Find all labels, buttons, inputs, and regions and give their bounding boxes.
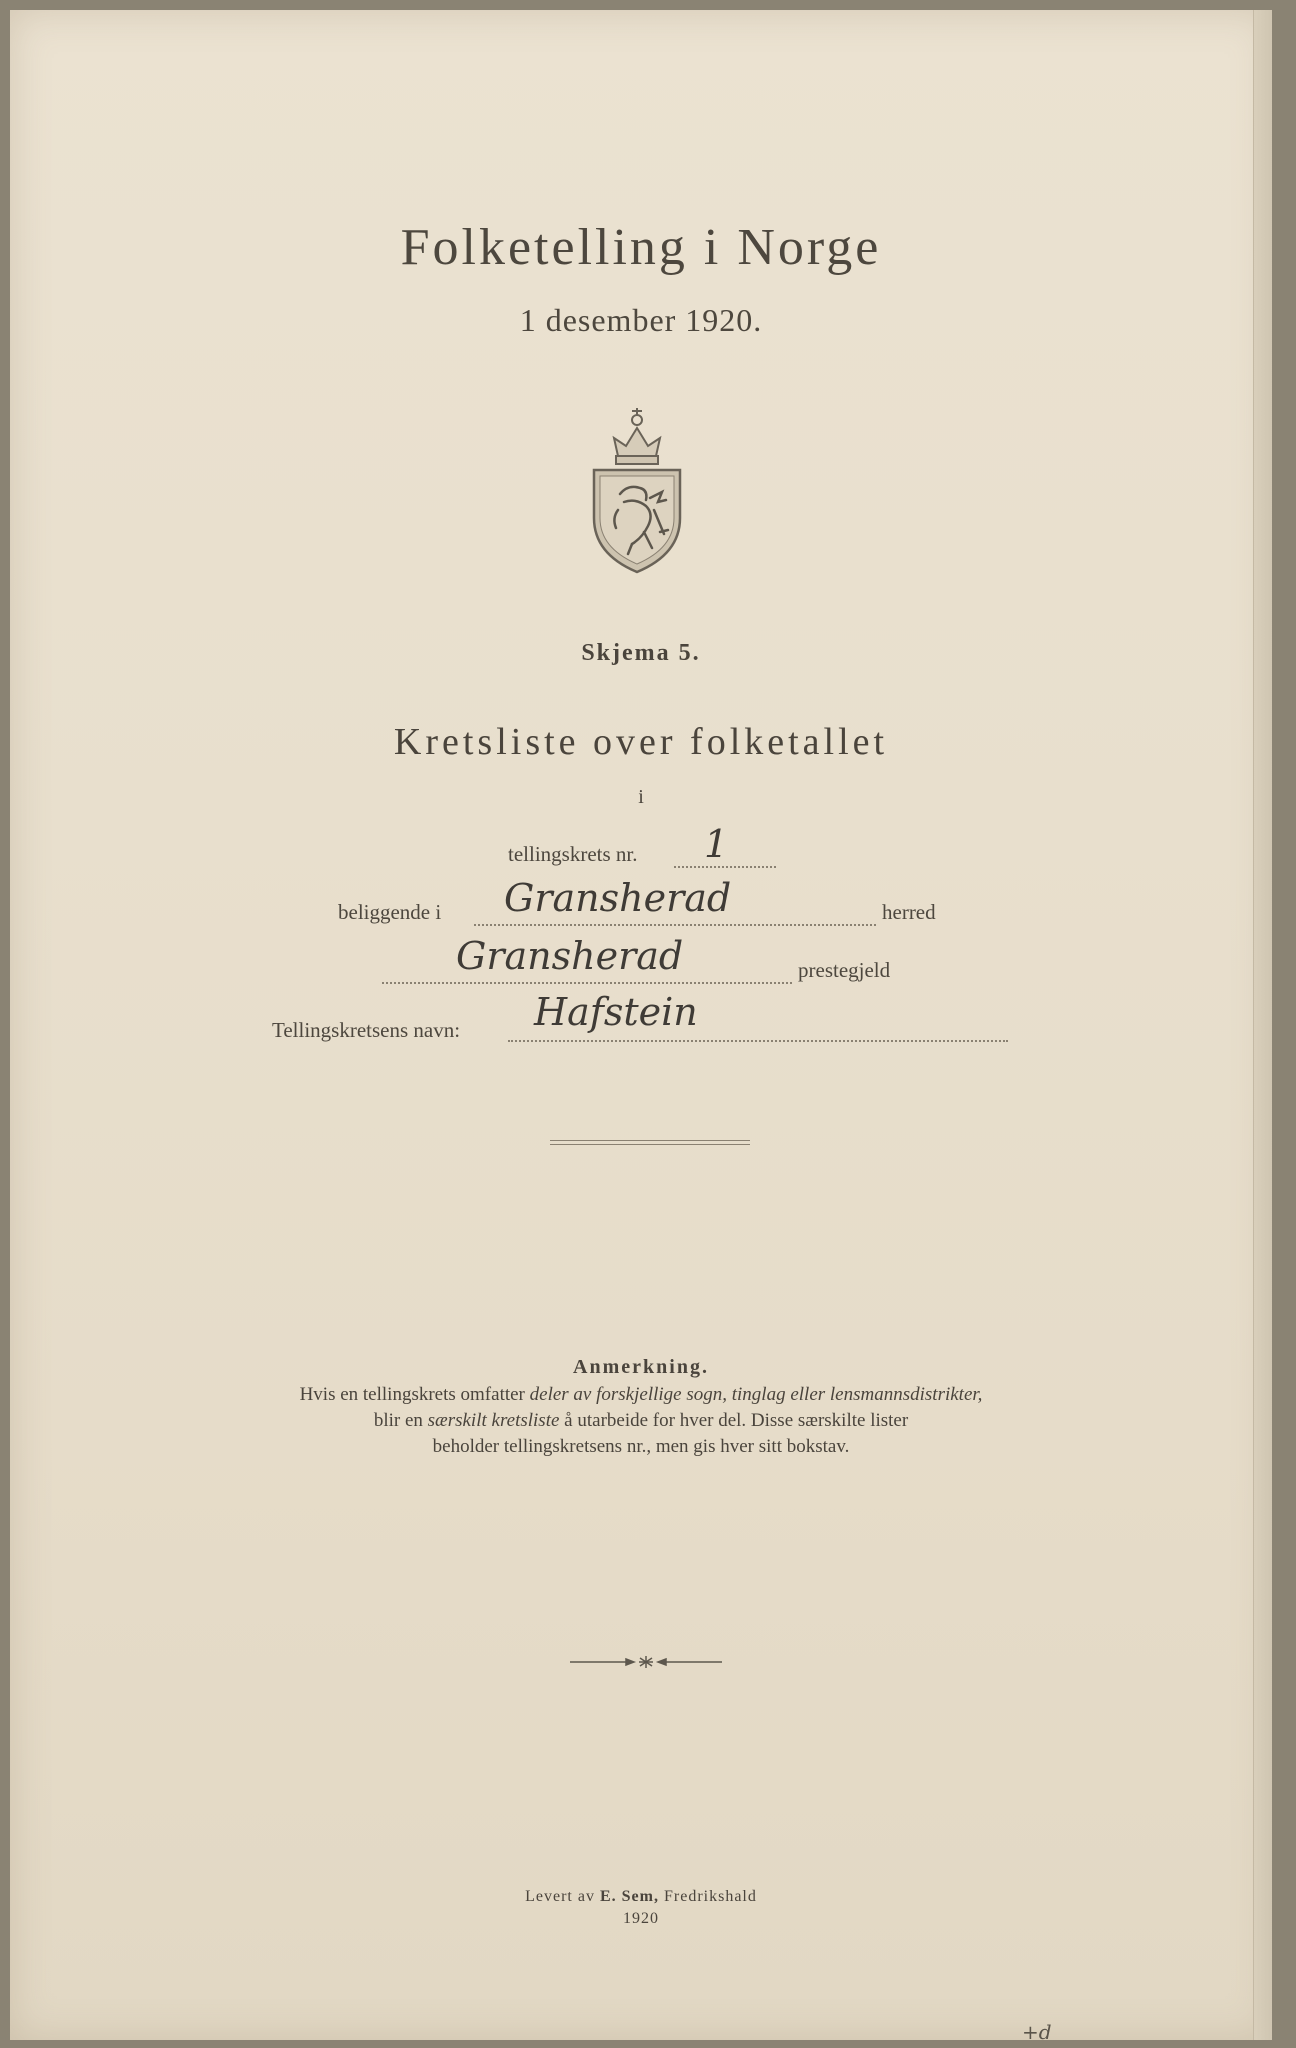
note-heading: Anmerkning. — [573, 1356, 709, 1378]
section-divider — [550, 1140, 750, 1145]
ornament-divider-icon — [566, 1654, 726, 1670]
prestegjeld-line — [382, 982, 792, 984]
printer-place: Fredrikshald — [658, 1888, 757, 1905]
tellingskrets-line — [674, 866, 776, 868]
printer-prefix: Levert av — [525, 1888, 600, 1905]
printer-credit — [10, 1886, 1272, 1930]
beliggende-value: Gransherad — [504, 876, 732, 920]
prestegjeld-value: Gransherad — [456, 934, 684, 978]
navn-value: Hafstein — [534, 990, 698, 1034]
prestegjeld-label: prestegjeld — [798, 958, 891, 982]
navn-line — [508, 1040, 1008, 1042]
printer-year: 1920 — [623, 1910, 659, 1927]
note-line-2 — [10, 1408, 1272, 1434]
herred-label: herred — [882, 900, 936, 924]
census-date: 1 desember 1920. — [519, 302, 763, 338]
note-line-1-b: deler av forskjellige sogn, tinglag eller lensmannsdistrikter, — [529, 1384, 983, 1405]
printer-name: E. Sem, — [599, 1888, 659, 1905]
beliggende-label: beliggende i — [338, 900, 442, 924]
note-line-3: beholder tellingskretsens nr., men gis hver sitt bokstav. — [432, 1436, 850, 1457]
norwegian-coat-of-arms-icon — [588, 398, 686, 574]
note-line-2-b: særskilt kretsliste — [427, 1410, 560, 1431]
note-body — [10, 1382, 1272, 1460]
tellingskrets-label: tellingskrets nr. — [508, 842, 638, 866]
form-title: Kretsliste over folketallet — [393, 721, 889, 763]
navn-label: Tellingskretsens navn: — [272, 1018, 461, 1042]
note-line-1 — [10, 1382, 1272, 1408]
connector-word: i — [638, 786, 644, 808]
beliggende-line — [474, 924, 876, 926]
note-line-2-a: blir en — [373, 1410, 428, 1431]
corner-handwritten-note: +d — [1022, 2020, 1052, 2044]
printer-line — [10, 1886, 1272, 1908]
page-title: Folketelling i Norge — [400, 219, 882, 276]
census-form-page — [10, 10, 1272, 2044]
note-line-1-a: Hvis en tellingskrets omfatter — [299, 1384, 530, 1405]
schema-number: Skjema 5. — [581, 640, 701, 666]
tellingskrets-value: 1 — [704, 822, 729, 866]
note-line-2-c: å utarbeide for hver del. Disse særskilte lister — [559, 1410, 909, 1431]
